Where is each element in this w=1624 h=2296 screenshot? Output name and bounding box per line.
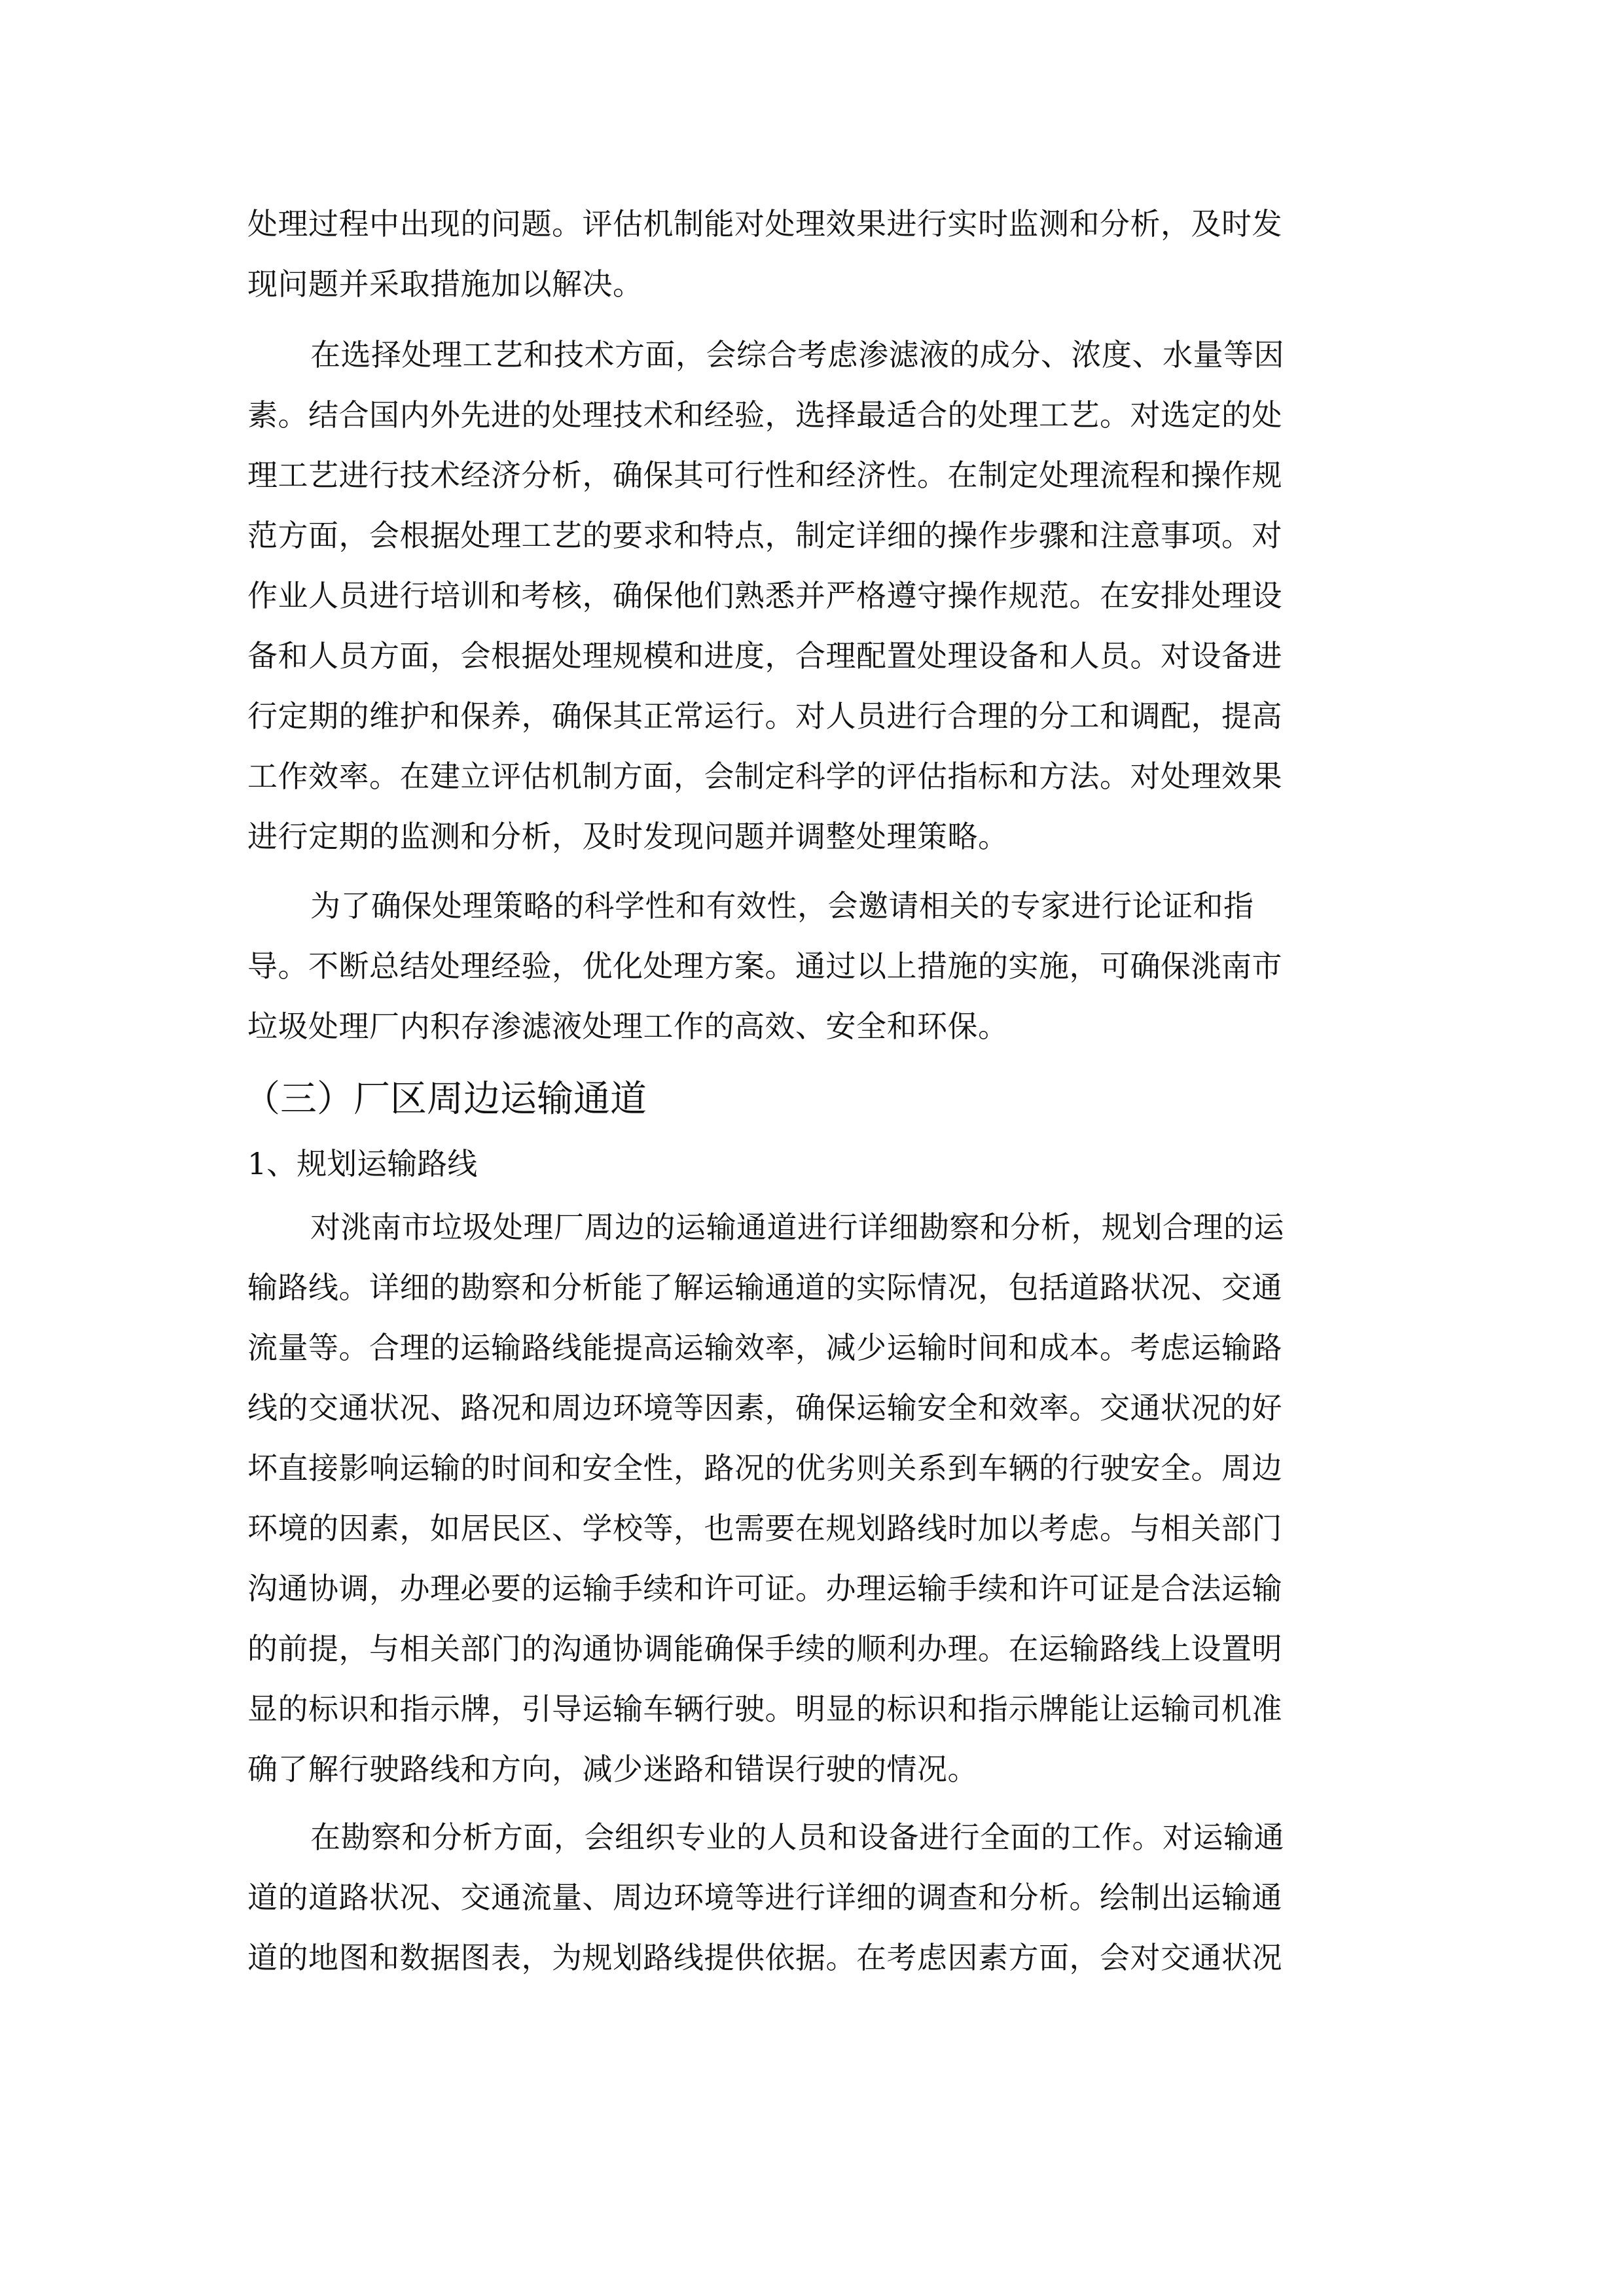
paragraph-line: 范方面，会根据处理工艺的要求和特点，制定详细的操作步骤和注意事项。对 (247, 518, 1282, 553)
paragraph-line: 沟通协调，办理必要的运输手续和许可证。办理运输手续和许可证是合法运输 (247, 1571, 1282, 1606)
paragraph-line: 在勘察和分析方面，会组织专业的人员和设备进行全面的工作。对运输通 (310, 1820, 1284, 1855)
paragraph-line: 对洮南市垃圾处理厂周边的运输通道进行详细勘察和分析，规划合理的运 (310, 1210, 1284, 1245)
paragraph-line: 道的地图和数据图表，为规划路线提供依据。在考虑因素方面，会对交通状况 (247, 1940, 1282, 1975)
paragraph-line: 输路线。详细的勘察和分析能了解运输通道的实际情况，包括道路状况、交通 (247, 1270, 1282, 1305)
paragraph-line: 流量等。合理的运输路线能提高运输效率，减少运输时间和成本。考虑运输路 (247, 1330, 1282, 1365)
paragraph-line: 工作效率。在建立评估机制方面，会制定科学的评估指标和方法。对处理效果 (247, 759, 1282, 794)
paragraph-line: 导。不断总结处理经验，优化处理方案。通过以上措施的实施，可确保洮南市 (247, 948, 1282, 984)
paragraph-line: 环境的因素，如居民区、学校等，也需要在规划路线时加以考虑。与相关部门 (247, 1511, 1282, 1546)
section-heading: （三）厂区周边运输通道 (244, 1078, 647, 1121)
paragraph-line: 道的道路状况、交通流量、周边环境等进行详细的调查和分析。绘制出运输通 (247, 1880, 1282, 1915)
paragraph-line: 显的标识和指示牌，引导运输车辆行驶。明显的标识和指示牌能让运输司机准 (247, 1691, 1282, 1727)
paragraph-line: 备和人员方面，会根据处理规模和进度，合理配置处理设备和人员。对设备进 (247, 638, 1282, 673)
paragraph-line: 的前提，与相关部门的沟通协调能确保手续的顺利办理。在运输路线上设置明 (247, 1631, 1282, 1666)
paragraph-line: 确了解行驶路线和方向，减少迷路和错误行驶的情况。 (247, 1751, 978, 1787)
paragraph-line: 线的交通状况、路况和周边环境等因素，确保运输安全和效率。交通状况的好 (247, 1390, 1282, 1426)
paragraph-line: 为了确保处理策略的科学性和有效性，会邀请相关的专家进行论证和指 (310, 888, 1254, 924)
paragraph-line: 作业人员进行培训和考核，确保他们熟悉并严格遵守操作规范。在安排处理设 (247, 578, 1282, 613)
paragraph-line: 在选择处理工艺和技术方面，会综合考虑渗滤液的成分、浓度、水量等因 (310, 337, 1284, 372)
paragraph-line: 素。结合国内外先进的处理技术和经验，选择最适合的处理工艺。对选定的处 (247, 397, 1282, 433)
paragraph-line: 现问题并采取措施加以解决。 (247, 266, 643, 302)
paragraph-line: 进行定期的监测和分析，及时发现问题并调整处理策略。 (247, 819, 1009, 854)
paragraph-line: 处理过程中出现的问题。评估机制能对处理效果进行实时监测和分析，及时发 (247, 206, 1282, 242)
paragraph-line: 坏直接影响运输的时间和安全性，路况的优劣则关系到车辆的行驶安全。周边 (247, 1450, 1282, 1486)
subsection-heading: 1、规划运输路线 (247, 1146, 478, 1181)
paragraph-line: 垃圾处理厂内积存渗滤液处理工作的高效、安全和环保。 (247, 1009, 1009, 1044)
paragraph-line: 行定期的维护和保养，确保其正常运行。对人员进行合理的分工和调配，提高 (247, 698, 1282, 734)
paragraph-line: 理工艺进行技术经济分析，确保其可行性和经济性。在制定处理流程和操作规 (247, 457, 1282, 493)
